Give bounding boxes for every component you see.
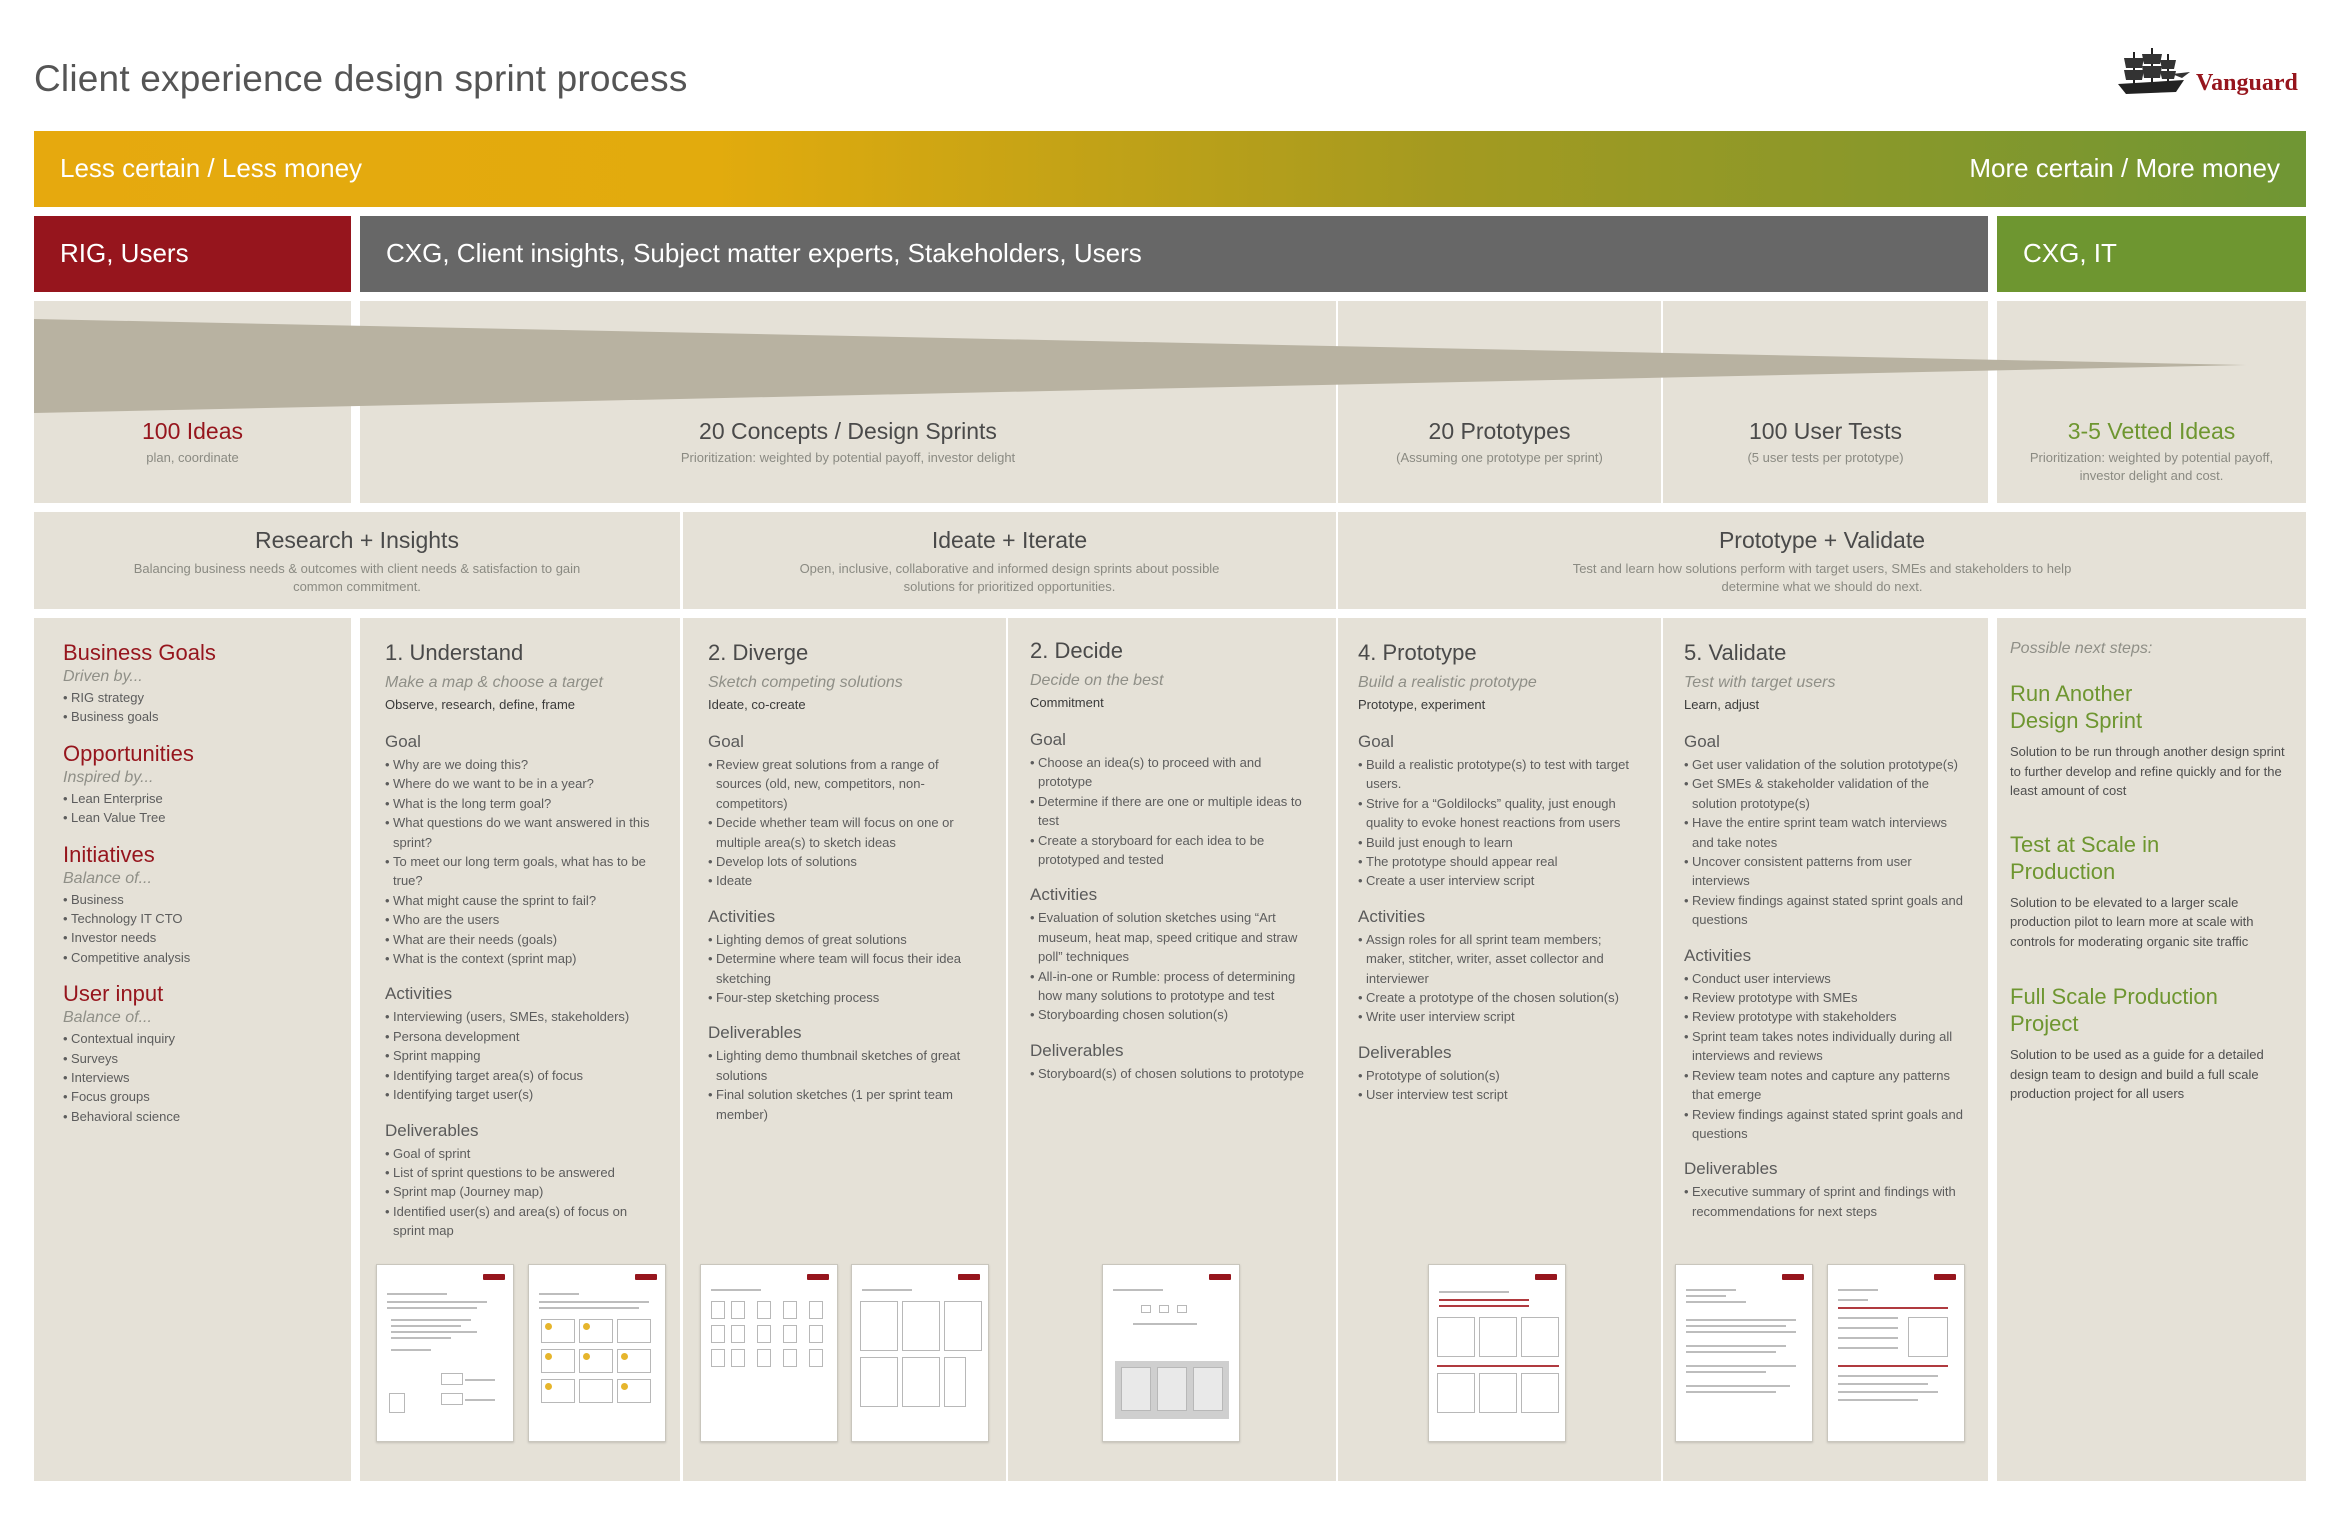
step-modes: Prototype, experiment [1358,697,1486,712]
list-item: • Determine where team will focus their idea sketching [708,949,980,988]
next-step-title: Full Scale Production Project [2010,984,2218,1036]
list-item: • Create a storyboard for each idea to be prototyped and tested [1030,831,1308,870]
list-item: • Review prototype with stakeholders [1684,1007,1964,1026]
list-item: • Identifying target area(s) of focus [385,1066,655,1085]
list-item: • Create a prototype of the chosen solution(s) [1358,988,1638,1007]
list-item: • Strive for a “Goldilocks” quality, just enough quality to evoke honest reactions from users [1358,794,1638,833]
list-item: • List of sprint questions to be answered [385,1163,655,1182]
phase-title: Prototype + Validate [1718,527,1926,553]
step-title: 2. Diverge [708,640,809,665]
list-item: • Determine if there are one or multiple ideas to test [1030,792,1308,831]
step-prototype-content [1358,640,1638,1105]
list-item: • Review great solutions from a range of sources (old, new, competitors, non-competitors) [708,755,980,813]
less-certain-label: Less certain / Less money [60,153,363,183]
list-item: • All-in-one or Rumble: process of determining how many solutions to prototype and test [1030,967,1308,1006]
list-item: • Review team notes and capture any patterns that emerge [1684,1066,1964,1105]
next-step-desc: Solution to be used as a guide for a detailed design team to design and build a full scale production project for all users [2010,1047,2264,1101]
deliverables-list [1358,1066,1638,1105]
list-item: • What questions do we want answered in this sprint? [385,813,655,852]
list-item: • Competitive analysis [63,948,333,967]
step-decide-content [1030,638,1308,1083]
goal-heading: Goal [1684,732,1720,751]
group-subtitle: Inspired by... [63,768,154,786]
list-item: • To meet our long term goals, what has to be true? [385,852,655,891]
step-modes: Learn, adjust [1684,697,1760,712]
list-item: • Persona development [385,1027,655,1046]
list-item: • Have the entire sprint team watch interviews and take notes [1684,813,1964,852]
step-tagline: Test with target users [1684,674,1836,691]
deliverables-list [385,1144,655,1241]
list-item: • Prototype of solution(s) [1358,1066,1638,1085]
group-list [63,688,333,727]
deliverables-heading: Deliverables [1358,1042,1452,1062]
list-item: • Storyboarding chosen solution(s) [1030,1005,1308,1024]
list-item: • Technology IT CTO [63,909,333,928]
funnel-metric-ideas [34,301,351,503]
phase-subtitle: Balancing business needs & outcomes with client needs & satisfaction to gain common commitment. [133,561,581,594]
step-tagline: Decide on the best [1030,672,1164,689]
activities-list [1030,908,1308,1024]
metric-note: Prioritization: weighted by potential payoff, investor delight and cost. [2029,450,2274,483]
team-band-rig [34,216,351,292]
next-steps-content [2010,640,2290,1104]
goal-list [1030,753,1308,869]
document-thumbnail [1102,1264,1240,1442]
list-item: • Assign roles for all sprint team members; maker, stitcher, writer, asset collector and interviewer [1358,930,1638,988]
phase-ideate-iterate [683,512,1336,609]
list-item: • Surveys [63,1049,333,1068]
list-item: • Interviews [63,1068,333,1087]
list-item: • What might cause the sprint to fail? [385,891,655,910]
list-item: • Behavioral science [63,1107,333,1126]
goal-list [385,755,655,968]
list-item: • Business [63,890,333,909]
list-item: • Investor needs [63,928,333,947]
activities-list [1684,969,1964,1144]
list-item: • Get SMEs & stakeholder validation of the solution prototype(s) [1684,774,1964,813]
list-item: • Who are the users [385,910,655,929]
activities-heading: Activities [708,906,776,926]
inputs-content [63,640,333,1126]
list-item: • What is the context (sprint map) [385,949,655,968]
phase-research-insights [34,512,680,609]
step-validate-content [1684,640,1964,1221]
step-modes: Ideate, co-create [708,697,806,712]
phase-title: Ideate + Iterate [931,527,1088,553]
page-title: Client experience design sprint process [34,58,688,99]
deliverables-heading: Deliverables [708,1023,802,1043]
phase-subtitle: Open, inclusive, collaborative and informed design sprints about possible solutions for prioritized opportunities. [799,561,1220,594]
phase-title: Research + Insights [255,527,459,553]
next-step-title: Run Another Design Sprint [2010,681,2143,733]
group-subtitle: Balance of... [63,1009,152,1027]
group-subtitle: Balance of... [63,869,152,887]
metric-value: 100 User Tests [1749,418,1902,444]
deliverables-list [1684,1182,1964,1221]
document-thumbnail [1428,1264,1566,1442]
phase-subtitle: Test and learn how solutions perform with target users, SMEs and stakeholders to help determine what we should do next. [1572,561,2072,594]
metric-value: 100 Ideas [141,418,244,444]
list-item: • Sprint team takes notes individually during all interviews and reviews [1684,1027,1964,1066]
list-item: • Conduct user interviews [1684,969,1964,988]
list-item: • The prototype should appear real [1358,852,1638,871]
activities-heading: Activities [385,984,453,1004]
more-certain-label: More certain / More money [1969,153,2280,183]
list-item: • Review findings against stated sprint goals and questions [1684,1105,1964,1144]
next-step-desc: Solution to be elevated to a larger scale production pilot to learn more at scale with controls for moderating organic site traffic [2010,894,2254,949]
team-band-label: RIG, Users [60,238,189,268]
list-item: • Choose an idea(s) to proceed with and prototype [1030,753,1308,792]
activities-list [385,1007,655,1104]
list-item: • Evaluation of solution sketches using “Art museum, heat map, speed critique and straw poll” techniques [1030,908,1308,966]
logo-wordmark: Vanguard [2196,70,2298,96]
list-item: • Lean Enterprise [63,789,333,808]
group-title: Opportunities [63,740,194,766]
metric-note: (5 user tests per prototype) [1747,450,1904,465]
metric-value: 3-5 Vetted Ideas [2067,418,2236,444]
group-list [63,890,333,968]
next-steps-label: Possible next steps: [2010,640,2153,657]
list-item: • Review prototype with SMEs [1684,988,1964,1007]
list-item: • Get user validation of the solution prototype(s) [1684,755,1964,774]
metric-note: (Assuming one prototype per sprint) [1396,450,1603,465]
funnel-metric-vetted [1997,301,2306,503]
deliverables-heading: Deliverables [385,1120,479,1140]
list-item: • Uncover consistent patterns from user interviews [1684,852,1964,891]
list-item: • Interviewing (users, SMEs, stakeholders) [385,1007,655,1026]
list-item: • Review findings against stated sprint goals and questions [1684,891,1964,930]
goal-heading: Goal [1358,732,1394,751]
team-band-cxg-it [1997,216,2306,292]
next-step-title: Test at Scale in Production [2010,831,2160,884]
document-thumbnail [851,1264,989,1442]
goal-list [1684,755,1964,930]
step-modes: Commitment [1030,695,1104,710]
group-title: Initiatives [63,841,155,867]
list-item: • Why are we doing this? [385,755,655,774]
next-step-full-scale [2010,983,2290,1104]
team-band-label: CXG, Client insights, Subject matter experts, Stakeholders, Users [386,238,1142,268]
activities-heading: Activities [1684,945,1752,965]
list-item: • Sprint mapping [385,1046,655,1065]
document-thumbnail [528,1264,666,1442]
metric-value: 20 Concepts / Design Sprints [699,418,997,444]
group-list [63,789,333,828]
deliverables-list [1030,1064,1308,1083]
goal-heading: Goal [1030,730,1066,749]
next-step-run-another [2010,680,2290,801]
step-tagline: Build a realistic prototype [1358,674,1537,691]
vanguard-logo [2112,44,2308,104]
document-thumbnail [1827,1264,1965,1442]
goal-heading: Goal [385,732,421,751]
document-thumbnail [1675,1264,1813,1442]
goal-list [1358,755,1638,891]
metric-note: plan, coordinate [146,450,239,465]
list-item: • RIG strategy [63,688,333,707]
list-item: • Identified user(s) and area(s) of focus on sprint map [385,1202,655,1241]
list-item: • Final solution sketches (1 per sprint team member) [708,1085,980,1124]
list-item: • Write user interview script [1358,1007,1638,1026]
list-item: • Lighting demos of great solutions [708,930,980,949]
certainty-gradient-bar [34,131,2306,207]
list-item: • Develop lots of solutions [708,852,980,871]
metric-value: 20 Prototypes [1428,418,1571,444]
group-subtitle: Driven by... [63,668,143,685]
funnel-metric-user-tests [1663,301,1988,503]
list-item: • What are their needs (goals) [385,930,655,949]
activities-list [708,930,980,1008]
list-item: • Contextual inquiry [63,1029,333,1048]
step-title: 2. Decide [1030,638,1123,663]
activities-heading: Activities [1030,885,1098,905]
list-item: • What is the long term goal? [385,794,655,813]
goal-list [708,755,980,891]
list-item: • Business goals [63,707,333,726]
next-step-test-at-scale [2010,831,2290,952]
list-item: • Goal of sprint [385,1144,655,1163]
metric-note: Prioritization: weighted by potential payoff, investor delight [680,450,1016,465]
goal-heading: Goal [708,732,744,751]
list-item: • Sprint map (Journey map) [385,1182,655,1201]
team-band-label: CXG, IT [2023,238,2117,268]
list-item: • Identifying target user(s) [385,1085,655,1104]
step-title: 5. Validate [1684,640,1787,665]
funnel-metric-concepts [360,301,1336,503]
list-item: • Executive summary of sprint and findings with recommendations for next steps [1684,1182,1964,1221]
phase-prototype-validate [1338,512,2306,609]
team-band-cxg-stakeholders [360,216,1988,292]
list-item: • Focus groups [63,1087,333,1106]
list-item: • Four-step sketching process [708,988,980,1007]
list-item: • Lighting demo thumbnail sketches of great solutions [708,1046,980,1085]
activities-heading: Activities [1358,906,1426,926]
group-title: Business Goals [63,640,216,665]
step-modes: Observe, research, define, frame [385,697,576,712]
group-title: User input [63,981,164,1007]
step-tagline: Sketch competing solutions [708,674,903,691]
step-title: 1. Understand [385,640,524,665]
step-understand-content [385,640,655,1241]
list-item: • Build just enough to learn [1358,833,1638,852]
list-item: • Lean Value Tree [63,808,333,827]
group-list [63,1029,333,1126]
deliverables-heading: Deliverables [1684,1159,1778,1179]
deliverables-list [708,1046,980,1124]
list-item: • Ideate [708,871,980,890]
list-item: • User interview test script [1358,1085,1638,1104]
list-item: • Where do we want to be in a year? [385,774,655,793]
document-thumbnail [700,1264,838,1442]
list-item: • Create a user interview script [1358,871,1638,890]
step-tagline: Make a map & choose a target [385,674,603,691]
document-thumbnail [376,1264,514,1442]
next-step-desc: Solution to be run through another design sprint to further develop and refine quickly and for the least amount of cost [2010,744,2285,798]
list-item: • Build a realistic prototype(s) to test with target users. [1358,755,1638,794]
list-item: • Decide whether team will focus on one or multiple area(s) to sketch ideas [708,813,980,852]
deliverables-heading: Deliverables [1030,1040,1124,1060]
activities-list [1358,930,1638,1027]
ship-icon [2112,44,2192,100]
step-title: 4. Prototype [1358,640,1477,665]
funnel-metric-prototypes [1338,301,1661,503]
list-item: • Storyboard(s) of chosen solutions to prototype [1030,1064,1308,1083]
step-diverge-content [708,640,980,1124]
